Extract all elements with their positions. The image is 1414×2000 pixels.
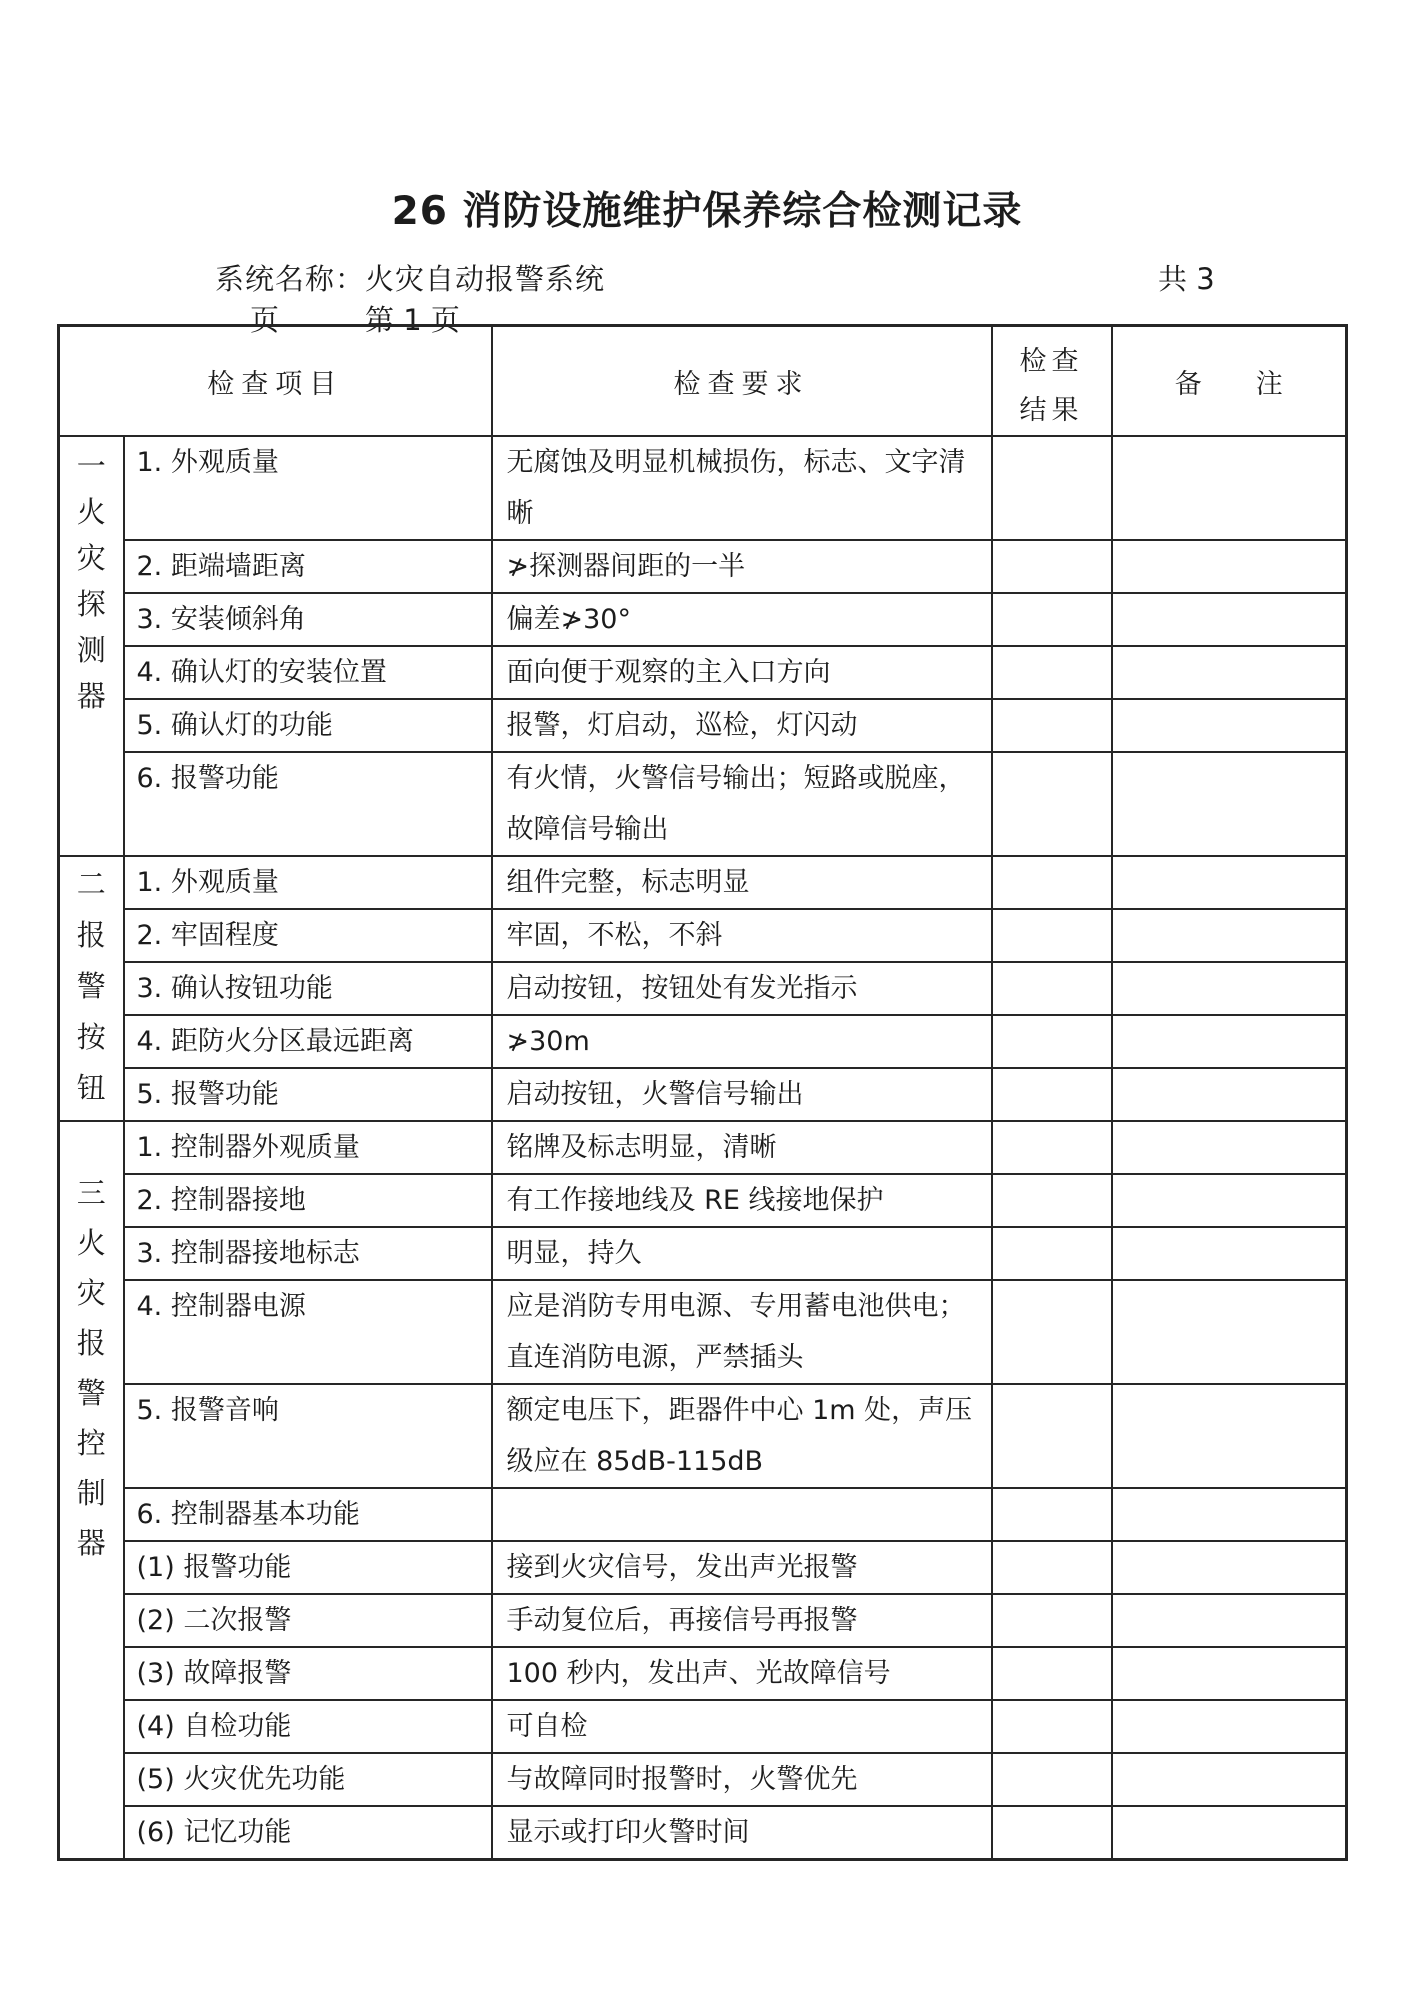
remark-cell xyxy=(1112,752,1347,856)
table-row xyxy=(59,1015,1347,1068)
category-label: 二报警按钮 xyxy=(76,867,106,1105)
table-row xyxy=(59,1488,1347,1541)
remark-cell xyxy=(1112,1227,1347,1280)
table-row xyxy=(59,909,1347,962)
header-result-line2: 结果 xyxy=(1019,395,1084,426)
table-row xyxy=(59,1280,1347,1384)
category-label: 一火灾探测器 xyxy=(76,449,106,713)
item-cell: (3) 故障报警 xyxy=(124,1647,492,1700)
result-cell xyxy=(992,962,1112,1015)
requirement-cell: 启动按钮，火警信号输出 xyxy=(492,1068,992,1121)
requirement-cell: 组件完整，标志明显 xyxy=(492,856,992,909)
requirement-cell: ≯30m xyxy=(492,1015,992,1068)
remark-cell xyxy=(1112,646,1347,699)
result-cell xyxy=(992,1700,1112,1753)
item-cell: 2. 距端墙距离 xyxy=(124,540,492,593)
item-cell: 1. 控制器外观质量 xyxy=(124,1121,492,1174)
category-cell-alarm-button xyxy=(59,856,124,1121)
header-row xyxy=(59,326,1347,437)
item-cell: 5. 确认灯的功能 xyxy=(124,699,492,752)
requirement-cell: 明显，持久 xyxy=(492,1227,992,1280)
remark-cell xyxy=(1112,1068,1347,1121)
header-cell-item: 检查项目 xyxy=(59,326,492,437)
table-row xyxy=(59,1647,1347,1700)
subtitle-total-pages: 共 3 xyxy=(1158,262,1215,296)
category-label: 三火灾报警控制器 xyxy=(76,1176,106,1560)
remark-cell xyxy=(1112,856,1347,909)
subtitle-system-name: 系统名称：火灾自动报警系统 xyxy=(215,262,606,296)
table-row xyxy=(59,856,1347,909)
remark-cell xyxy=(1112,1594,1347,1647)
table-row xyxy=(59,593,1347,646)
result-cell xyxy=(992,1753,1112,1806)
remark-cell xyxy=(1112,1700,1347,1753)
table-row xyxy=(59,699,1347,752)
table-row xyxy=(59,1753,1347,1806)
item-cell: 4. 距防火分区最远距离 xyxy=(124,1015,492,1068)
requirement-cell: 偏差≯30° xyxy=(492,593,992,646)
result-cell xyxy=(992,1384,1112,1488)
result-cell xyxy=(992,1068,1112,1121)
item-cell: 4. 确认灯的安装位置 xyxy=(124,646,492,699)
table-row xyxy=(59,1121,1347,1174)
result-cell xyxy=(992,856,1112,909)
table-row xyxy=(59,1384,1347,1488)
item-cell: 4. 控制器电源 xyxy=(124,1280,492,1384)
remark-cell xyxy=(1112,962,1347,1015)
result-cell xyxy=(992,752,1112,856)
requirement-cell: 报警，灯启动，巡检，灯闪动 xyxy=(492,699,992,752)
result-cell xyxy=(992,1121,1112,1174)
requirement-cell: 额定电压下，距器件中心 1m 处，声压级应在 85dB-115dB xyxy=(492,1384,992,1488)
table-row xyxy=(59,1068,1347,1121)
table-row xyxy=(59,436,1347,540)
table-row xyxy=(59,962,1347,1015)
item-cell: 1. 外观质量 xyxy=(124,856,492,909)
result-cell xyxy=(992,1015,1112,1068)
requirement-cell: 应是消防专用电源、专用蓄电池供电；直连消防电源，严禁插头 xyxy=(492,1280,992,1384)
header-cell-result xyxy=(992,326,1112,437)
header-result-line1: 检查 xyxy=(1019,346,1084,377)
requirement-cell: 可自检 xyxy=(492,1700,992,1753)
item-cell: 6. 控制器基本功能 xyxy=(124,1488,492,1541)
remark-cell xyxy=(1112,699,1347,752)
item-cell: (5) 火灾优先功能 xyxy=(124,1753,492,1806)
table-row xyxy=(59,1541,1347,1594)
result-cell xyxy=(992,593,1112,646)
item-cell: (4) 自检功能 xyxy=(124,1700,492,1753)
result-cell xyxy=(992,1541,1112,1594)
item-cell: 6. 报警功能 xyxy=(124,752,492,856)
item-cell: 2. 控制器接地 xyxy=(124,1174,492,1227)
remark-cell xyxy=(1112,1384,1347,1488)
remark-cell xyxy=(1112,436,1347,540)
result-cell xyxy=(992,1594,1112,1647)
header-cell-requirement: 检查要求 xyxy=(492,326,992,437)
result-cell xyxy=(992,1488,1112,1541)
remark-cell xyxy=(1112,909,1347,962)
table-row xyxy=(59,1174,1347,1227)
requirement-cell: 无腐蚀及明显机械损伤，标志、文字清晰 xyxy=(492,436,992,540)
requirement-cell: 有火情，火警信号输出；短路或脱座，故障信号输出 xyxy=(492,752,992,856)
table-row xyxy=(59,1700,1347,1753)
item-cell: 3. 控制器接地标志 xyxy=(124,1227,492,1280)
inspection-table xyxy=(57,324,1348,1861)
item-cell: 5. 报警功能 xyxy=(124,1068,492,1121)
requirement-cell: 牢固，不松，不斜 xyxy=(492,909,992,962)
category-cell-alarm-controller xyxy=(59,1121,124,1860)
item-cell: (6) 记忆功能 xyxy=(124,1806,492,1860)
requirement-cell: 启动按钮，按钮处有发光指示 xyxy=(492,962,992,1015)
result-cell xyxy=(992,436,1112,540)
requirement-cell: 接到火灾信号，发出声光报警 xyxy=(492,1541,992,1594)
table-row xyxy=(59,540,1347,593)
table-row xyxy=(59,752,1347,856)
result-cell xyxy=(992,646,1112,699)
subtitle-page-word: 页 xyxy=(250,303,280,337)
remark-cell xyxy=(1112,1174,1347,1227)
result-cell xyxy=(992,699,1112,752)
remark-cell xyxy=(1112,1015,1347,1068)
item-cell: 3. 确认按钮功能 xyxy=(124,962,492,1015)
requirement-cell: ≯探测器间距的一半 xyxy=(492,540,992,593)
result-cell xyxy=(992,1174,1112,1227)
remark-cell xyxy=(1112,1121,1347,1174)
item-cell: 2. 牢固程度 xyxy=(124,909,492,962)
requirement-cell: 显示或打印火警时间 xyxy=(492,1806,992,1860)
result-cell xyxy=(992,1227,1112,1280)
requirement-cell: 手动复位后，再接信号再报警 xyxy=(492,1594,992,1647)
remark-cell xyxy=(1112,1647,1347,1700)
remark-cell xyxy=(1112,1488,1347,1541)
category-cell-fire-detector xyxy=(59,436,124,856)
table-row xyxy=(59,1806,1347,1860)
item-cell: 5. 报警音响 xyxy=(124,1384,492,1488)
result-cell xyxy=(992,540,1112,593)
remark-cell xyxy=(1112,1280,1347,1384)
requirement-cell: 与故障同时报警时，火警优先 xyxy=(492,1753,992,1806)
remark-cell xyxy=(1112,593,1347,646)
requirement-cell xyxy=(492,1488,992,1541)
result-cell xyxy=(992,1647,1112,1700)
item-cell: (1) 报警功能 xyxy=(124,1541,492,1594)
result-cell xyxy=(992,1280,1112,1384)
remark-cell xyxy=(1112,1806,1347,1860)
remark-cell xyxy=(1112,540,1347,593)
remark-cell xyxy=(1112,1541,1347,1594)
result-cell xyxy=(992,909,1112,962)
requirement-cell: 面向便于观察的主入口方向 xyxy=(492,646,992,699)
result-cell xyxy=(992,1806,1112,1860)
table-row xyxy=(59,1594,1347,1647)
requirement-cell: 100 秒内，发出声、光故障信号 xyxy=(492,1647,992,1700)
subtitle-current-page: 第 1 页 xyxy=(365,303,460,337)
item-cell: (2) 二次报警 xyxy=(124,1594,492,1647)
header-cell-remark: 备 注 xyxy=(1112,326,1347,437)
remark-cell xyxy=(1112,1753,1347,1806)
requirement-cell: 铭牌及标志明显，清晰 xyxy=(492,1121,992,1174)
table-row xyxy=(59,646,1347,699)
requirement-cell: 有工作接地线及 RE 线接地保护 xyxy=(492,1174,992,1227)
item-cell: 1. 外观质量 xyxy=(124,436,492,540)
item-cell: 3. 安装倾斜角 xyxy=(124,593,492,646)
page-title: 26 消防设施维护保养综合检测记录 xyxy=(391,189,1023,234)
table-row xyxy=(59,1227,1347,1280)
